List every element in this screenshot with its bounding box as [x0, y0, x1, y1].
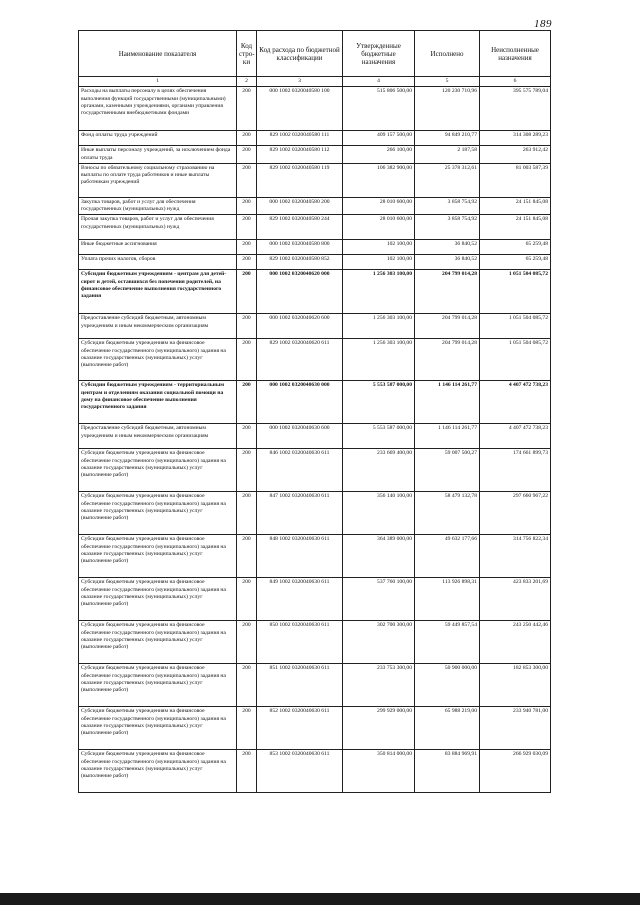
table-row — [79, 750, 551, 793]
row-approved: 28 010 600,00 — [343, 197, 415, 215]
row-executed: 2 187,58 — [415, 146, 480, 164]
table-row — [79, 131, 551, 146]
row-code: 200 — [237, 707, 257, 750]
row-classification: 853 1002 0320040630 611 — [257, 750, 343, 793]
table-row — [79, 535, 551, 578]
table-row — [79, 339, 551, 381]
header-code: Код стро-ки — [237, 31, 257, 77]
row-executed: 49 632 177,66 — [415, 535, 480, 578]
row-classification: 000 1002 0320040630 000 — [257, 381, 343, 424]
row-code: 200 — [237, 578, 257, 621]
row-code: 200 — [237, 197, 257, 215]
row-executed: 120 230 710,96 — [415, 87, 480, 131]
row-approved: 356 140 100,00 — [343, 492, 415, 535]
table-row — [79, 449, 551, 492]
column-number: 6 — [480, 77, 551, 87]
row-unexecuted: 233 940 781,00 — [480, 707, 551, 750]
row-name: Субсидии бюджетным учреждениям на финансовое обеспечение государственного (муниципального) задания на оказание государственных (муниципальных) услуг (выполнение работ) — [79, 621, 237, 664]
row-executed: 65 988 219,00 — [415, 707, 480, 750]
row-name: Иные выплаты персоналу учреждений, за исключением фонда оплаты труда — [79, 146, 237, 164]
row-code: 200 — [237, 255, 257, 270]
row-code: 200 — [237, 381, 257, 424]
row-approved: 28 010 600,00 — [343, 215, 415, 240]
row-executed: 3 858 754,92 — [415, 215, 480, 240]
table-row — [79, 492, 551, 535]
row-name: Взносы по обязательному социальному страхованию на выплаты по оплате труда работников и иные выплаты работникам учреждений — [79, 163, 237, 197]
row-classification: 848 1002 0320040630 611 — [257, 535, 343, 578]
header-executed: Исполнено — [415, 31, 480, 77]
table-row — [79, 255, 551, 270]
row-unexecuted: 266 929 030,09 — [480, 750, 551, 793]
row-approved: 233 753 300,00 — [343, 664, 415, 707]
row-classification: 000 1002 0320040580 800 — [257, 240, 343, 255]
row-classification: 850 1002 0320040630 611 — [257, 621, 343, 664]
row-unexecuted: 174 661 899,73 — [480, 449, 551, 492]
row-unexecuted: 4 407 472 738,23 — [480, 424, 551, 449]
row-approved: 350 814 000,00 — [343, 750, 415, 793]
row-executed: 25 378 312,61 — [415, 163, 480, 197]
row-name: Субсидии бюджетным учреждениям на финансовое обеспечение государственного (муниципального) задания на оказание государственных (муниципальных) услуг (выполнение работ) — [79, 578, 237, 621]
table-row — [79, 240, 551, 255]
row-unexecuted: 314 308 289,23 — [480, 131, 551, 146]
row-unexecuted: 81 003 587,39 — [480, 163, 551, 197]
row-classification: 000 1002 0320040630 600 — [257, 424, 343, 449]
column-number: 3 — [257, 77, 343, 87]
table-row — [79, 578, 551, 621]
row-approved: 1 256 303 100,00 — [343, 270, 415, 314]
row-code: 200 — [237, 750, 257, 793]
header-unexecuted: Неисполненные назначения — [480, 31, 551, 77]
row-approved: 1 256 303 100,00 — [343, 339, 415, 381]
row-name: Прочая закупка товаров, работ и услуг для обеспечения государственных (муниципальных) нужд — [79, 215, 237, 240]
column-number: 2 — [237, 77, 257, 87]
header-name: Наименование показателя — [79, 31, 237, 77]
table-row — [79, 87, 551, 131]
row-code: 200 — [237, 449, 257, 492]
row-name: Фонд оплаты труда учреждений — [79, 131, 237, 146]
row-approved: 5 553 587 000,00 — [343, 424, 415, 449]
row-approved: 5 553 587 000,00 — [343, 381, 415, 424]
row-name: Расходы на выплаты персоналу в целях обеспечения выполнения функций государственными (муниципальными) органами, казенными учреждениями, органами управления государственными внебюджетными фондами — [79, 87, 237, 131]
row-executed: 204 799 014,28 — [415, 339, 480, 381]
table-row — [79, 707, 551, 750]
row-executed: 204 799 014,28 — [415, 270, 480, 314]
row-classification: 829 1002 0320040620 611 — [257, 339, 343, 381]
table-row — [79, 270, 551, 314]
row-name: Субсидии бюджетным учреждениям на финансовое обеспечение государственного (муниципального) задания на оказание государственных (муниципальных) услуг (выполнение работ) — [79, 664, 237, 707]
row-unexecuted: 24 151 845,08 — [480, 197, 551, 215]
scan-edge-bar — [0, 893, 640, 905]
row-name: Субсидии бюджетным учреждениям на финансовое обеспечение государственного (муниципального) задания на оказание государственных (муниципальных) услуг (выполнение работ) — [79, 535, 237, 578]
row-unexecuted: 243 250 442,46 — [480, 621, 551, 664]
table-row — [79, 621, 551, 664]
row-name: Субсидии бюджетным учреждениям на финансовое обеспечение государственного (муниципального) задания на оказание государственных (муниципальных) услуг (выполнение работ) — [79, 492, 237, 535]
row-code: 200 — [237, 146, 257, 164]
row-code: 200 — [237, 87, 257, 131]
row-name: Закупка товаров, работ и услуг для обеспечения государственных (муниципальных) нужд — [79, 197, 237, 215]
row-executed: 50 900 000,00 — [415, 664, 480, 707]
row-classification: 829 1002 0320040580 852 — [257, 255, 343, 270]
row-unexecuted: 314 756 822,34 — [480, 535, 551, 578]
row-approved: 409 157 500,00 — [343, 131, 415, 146]
row-unexecuted: 182 853 300,00 — [480, 664, 551, 707]
row-name: Субсидии бюджетным учреждениям - территориальным центрам и отделениям оказания социальной помощи на дому на финансовое обеспечение выполнения государственного задания — [79, 381, 237, 424]
row-classification: 851 1002 0320040630 611 — [257, 664, 343, 707]
row-classification: 829 1002 0320040580 119 — [257, 163, 343, 197]
row-unexecuted: 4 407 472 738,23 — [480, 381, 551, 424]
column-number: 5 — [415, 77, 480, 87]
page-number: 189 — [534, 18, 552, 30]
row-code: 200 — [237, 240, 257, 255]
row-executed: 58 479 132,78 — [415, 492, 480, 535]
table-row — [79, 146, 551, 164]
row-unexecuted: 1 051 504 085,72 — [480, 339, 551, 381]
row-executed: 1 146 114 261,77 — [415, 424, 480, 449]
row-classification: 000 1002 0320040580 200 — [257, 197, 343, 215]
row-approved: 102 100,00 — [343, 240, 415, 255]
column-number: 1 — [79, 77, 237, 87]
row-classification: 846 1002 0320040630 611 — [257, 449, 343, 492]
row-executed: 3 858 754,92 — [415, 197, 480, 215]
row-unexecuted: 297 660 967,22 — [480, 492, 551, 535]
column-number: 4 — [343, 77, 415, 87]
row-unexecuted: 1 051 504 085,72 — [480, 270, 551, 314]
row-code: 200 — [237, 535, 257, 578]
row-executed: 36 840,52 — [415, 255, 480, 270]
row-executed: 113 926 898,31 — [415, 578, 480, 621]
row-classification: 000 1002 0320040580 100 — [257, 87, 343, 131]
row-classification: 000 1002 0320040620 600 — [257, 314, 343, 339]
row-name: Предоставление субсидий бюджетным, автономным учреждениям и иным некоммерческим организациям — [79, 314, 237, 339]
row-classification: 829 1002 0320040580 112 — [257, 146, 343, 164]
row-executed: 1 146 114 261,77 — [415, 381, 480, 424]
row-unexecuted: 423 833 201,69 — [480, 578, 551, 621]
row-executed: 36 840,52 — [415, 240, 480, 255]
row-approved: 537 760 100,00 — [343, 578, 415, 621]
row-approved: 302 700 300,00 — [343, 621, 415, 664]
row-name: Субсидии бюджетным учреждениям на финансовое обеспечение государственного (муниципального) задания на оказание государственных (муниципальных) услуг (выполнение работ) — [79, 750, 237, 793]
row-executed: 94 849 210,77 — [415, 131, 480, 146]
row-approved: 364 389 000,00 — [343, 535, 415, 578]
row-code: 200 — [237, 424, 257, 449]
row-code: 200 — [237, 621, 257, 664]
row-classification: 000 1002 0320040620 000 — [257, 270, 343, 314]
table-row — [79, 197, 551, 215]
row-unexecuted: 65 259,48 — [480, 255, 551, 270]
row-code: 200 — [237, 131, 257, 146]
row-executed: 59 007 500,27 — [415, 449, 480, 492]
row-approved: 106 382 900,00 — [343, 163, 415, 197]
row-classification: 852 1002 0320040630 611 — [257, 707, 343, 750]
row-name: Субсидии бюджетным учреждениям - центрам для детей-сирот и детей, оставшихся без попечения родителей, на финансовое обеспечение выполнения государственного задания — [79, 270, 237, 314]
row-executed: 59 449 857,54 — [415, 621, 480, 664]
table-row — [79, 314, 551, 339]
row-name: Иные бюджетные ассигнования — [79, 240, 237, 255]
row-classification: 829 1002 0320040580 244 — [257, 215, 343, 240]
table-row — [79, 664, 551, 707]
row-code: 200 — [237, 215, 257, 240]
row-unexecuted: 65 259,48 — [480, 240, 551, 255]
row-code: 200 — [237, 314, 257, 339]
row-name: Предоставление субсидий бюджетным, автономным учреждениям и иным некоммерческим организациям — [79, 424, 237, 449]
row-approved: 233 669 400,00 — [343, 449, 415, 492]
row-unexecuted: 263 912,42 — [480, 146, 551, 164]
row-unexecuted: 1 051 504 085,72 — [480, 314, 551, 339]
row-code: 200 — [237, 270, 257, 314]
row-code: 200 — [237, 492, 257, 535]
table-row — [79, 381, 551, 424]
row-executed: 204 799 014,28 — [415, 314, 480, 339]
row-classification: 849 1002 0320040630 611 — [257, 578, 343, 621]
table-row — [79, 163, 551, 197]
table-row — [79, 215, 551, 240]
row-name: Субсидии бюджетным учреждениям на финансовое обеспечение государственного (муниципального) задания на оказание государственных (муниципальных) услуг (выполнение работ) — [79, 339, 237, 381]
header-classification: Код расхода по бюджетной классификации — [257, 31, 343, 77]
row-executed: 83 884 969,91 — [415, 750, 480, 793]
row-name: Субсидии бюджетным учреждениям на финансовое обеспечение государственного (муниципального) задания на оказание государственных (муниципальных) услуг (выполнение работ) — [79, 449, 237, 492]
budget-execution-table — [78, 30, 551, 793]
row-code: 200 — [237, 664, 257, 707]
row-unexecuted: 24 151 845,08 — [480, 215, 551, 240]
header-approved: Утвержденные бюджетные назначения — [343, 31, 415, 77]
row-approved: 102 100,00 — [343, 255, 415, 270]
row-approved: 266 100,00 — [343, 146, 415, 164]
row-name: Уплата прочих налогов, сборов — [79, 255, 237, 270]
row-classification: 829 1002 0320040580 111 — [257, 131, 343, 146]
row-name: Субсидии бюджетным учреждениям на финансовое обеспечение государственного (муниципального) задания на оказание государственных (муниципальных) услуг (выполнение работ) — [79, 707, 237, 750]
row-approved: 1 256 303 100,00 — [343, 314, 415, 339]
row-classification: 847 1002 0320040630 611 — [257, 492, 343, 535]
row-approved: 299 929 000,00 — [343, 707, 415, 750]
row-approved: 515 806 500,00 — [343, 87, 415, 131]
table-row — [79, 424, 551, 449]
row-unexecuted: 395 575 789,04 — [480, 87, 551, 131]
row-code: 200 — [237, 163, 257, 197]
row-code: 200 — [237, 339, 257, 381]
table-body — [79, 87, 551, 793]
